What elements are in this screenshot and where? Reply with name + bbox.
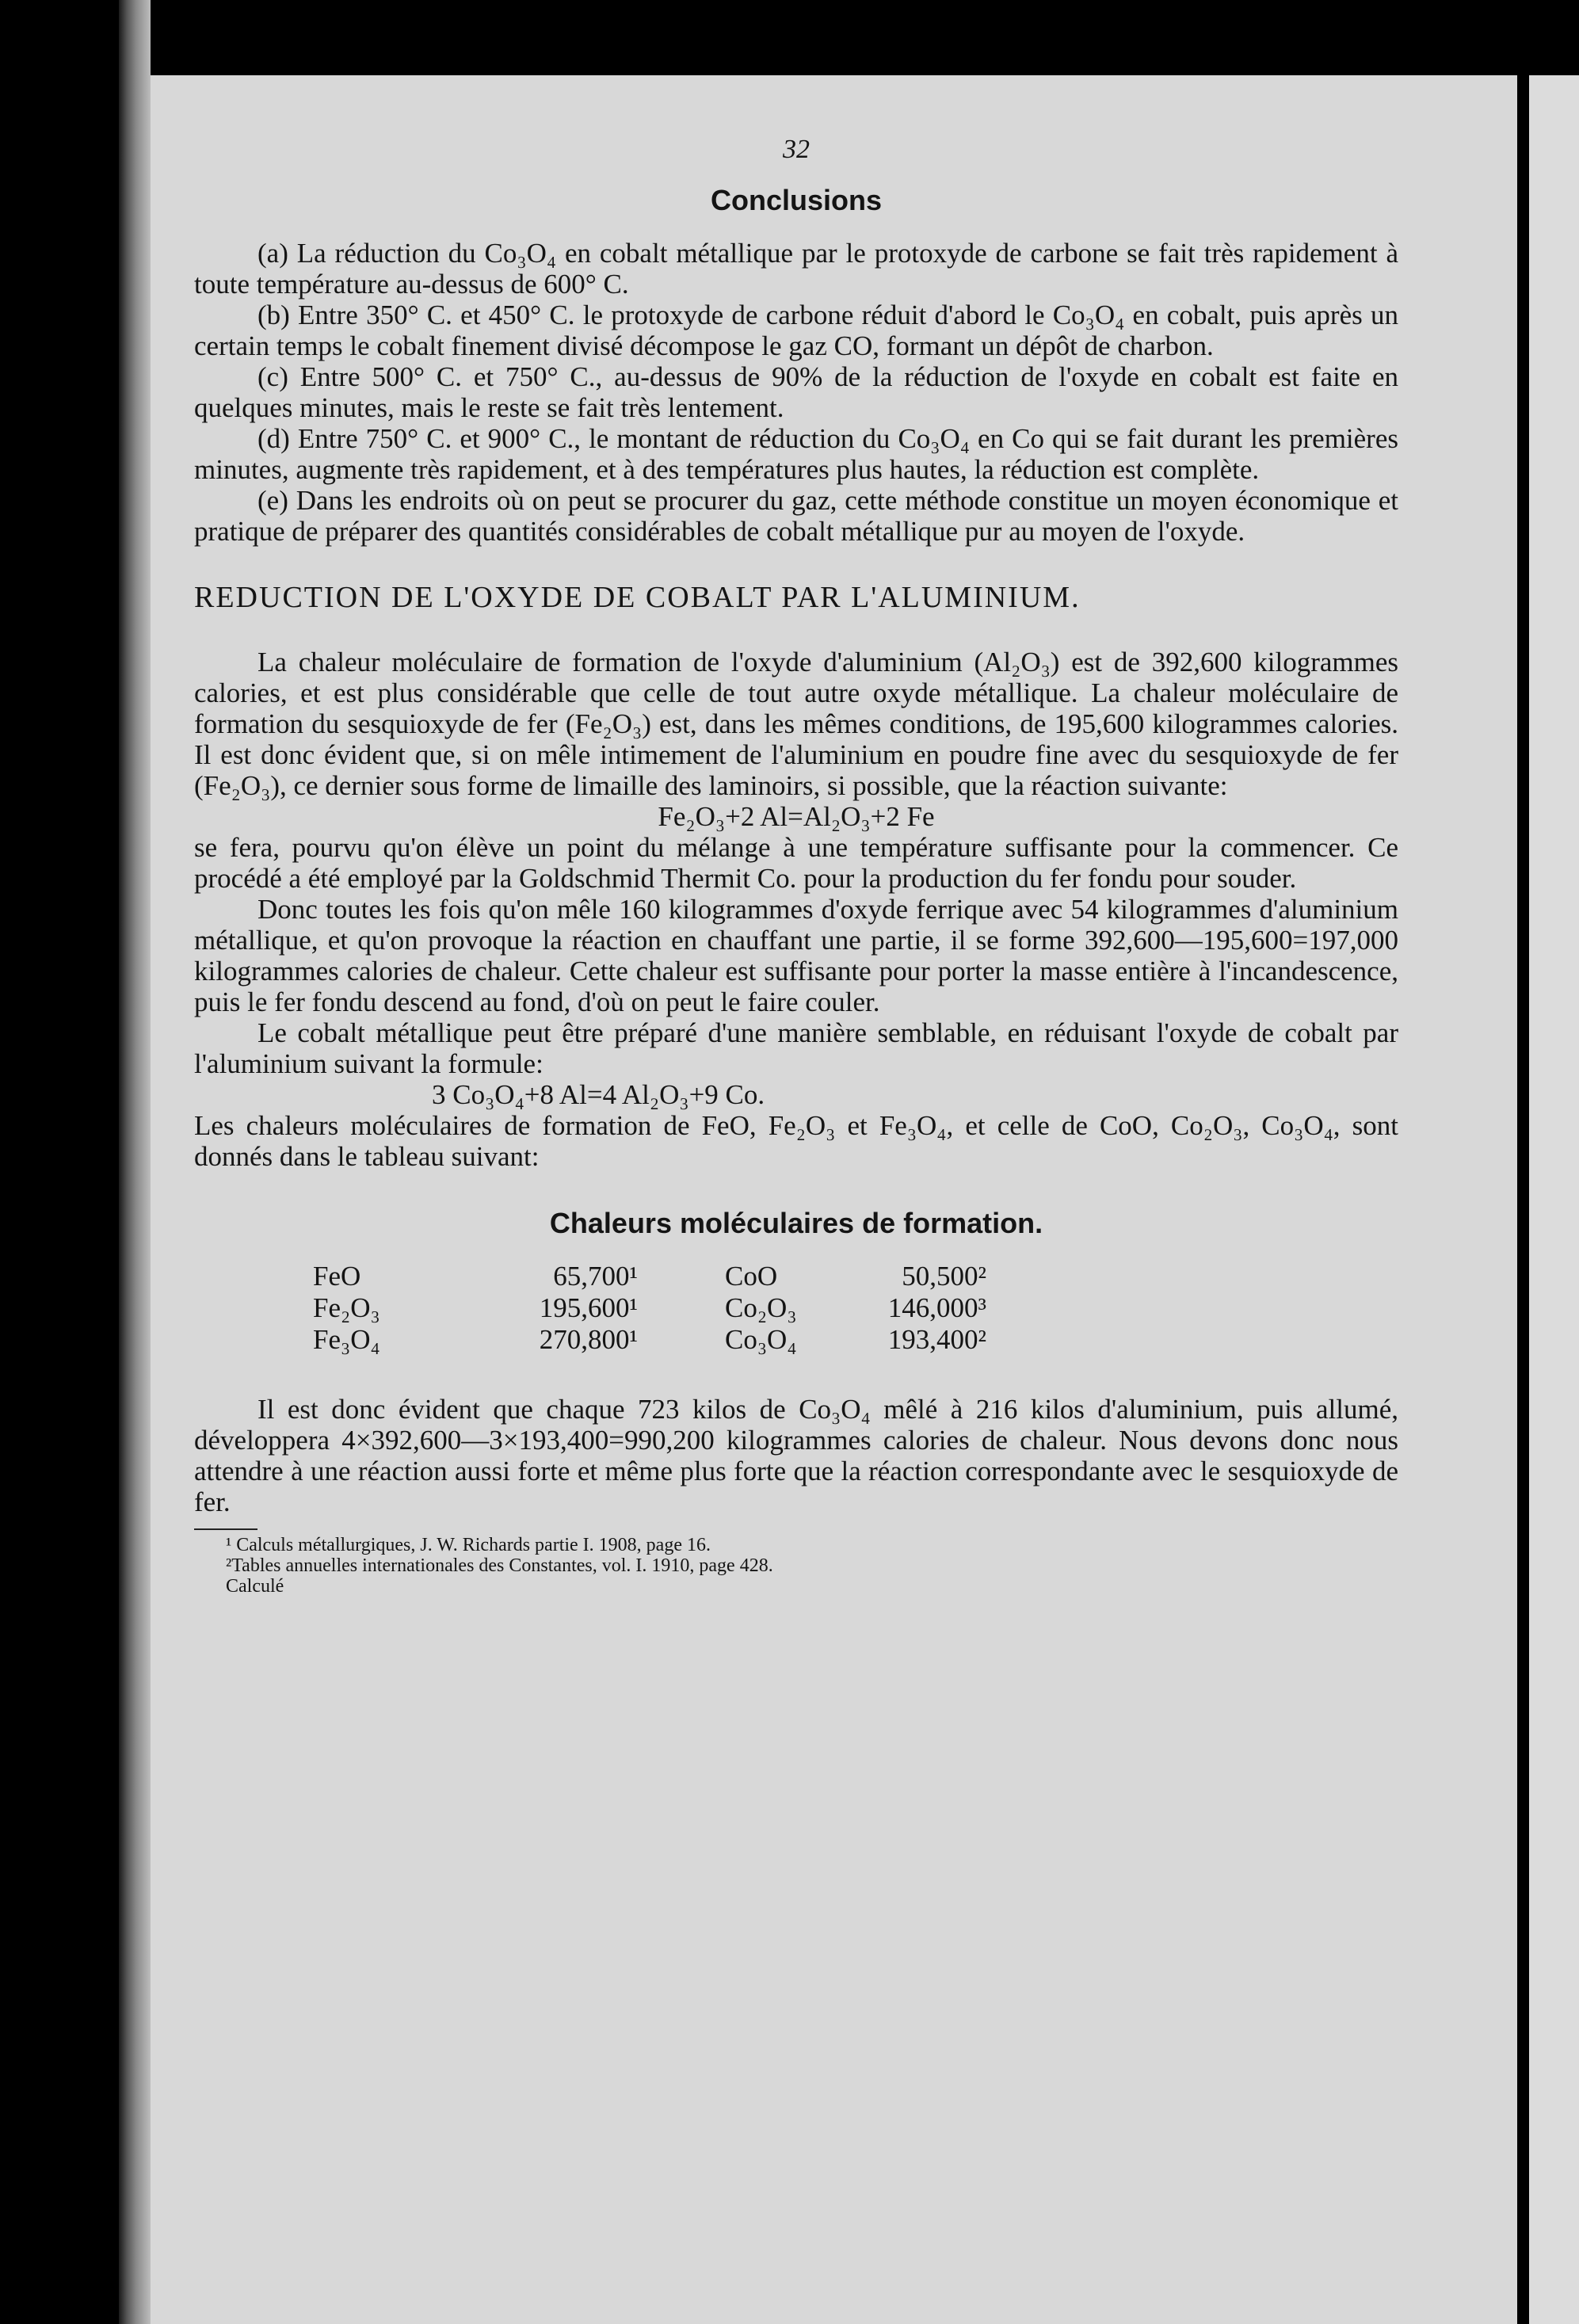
footnote-divider	[194, 1528, 257, 1530]
footnote-2: ²Tables annuelles internationales des Constantes, vol. I. 1910, page 428.	[226, 1555, 773, 1576]
conclusion-item-a: (a) La réduction du Co₃O₄ en cobalt métallique par le protoxyde de carbone se fait très rapidement à toute température au-dessus de 600° C.	[194, 238, 1398, 300]
conclusion-item-d: (d) Entre 750° C. et 900° C., le montant de réduction du Co₃O₄ en Co qui se fait durant les premières minutes, augmente très rapidement, et à des températures plus hautes, la réduction est complète.	[194, 423, 1398, 485]
table-row	[313, 1324, 986, 1356]
conclusion-item-c: (c) Entre 500° C. et 750° C., au-dessus de 90% de la réduction de l'oxyde en cobalt est faite en quelques minutes, mais le reste se fait très lentement.	[194, 361, 1398, 423]
section-paragraph-4: Le cobalt métallique peut être préparé d'une manière semblable, en réduisant l'oxyde de cobalt par l'aluminium suivant la formule:	[194, 1017, 1398, 1079]
table-title: Chaleurs moléculaires de formation.	[549, 1207, 1043, 1239]
book-binding-edge	[119, 0, 151, 2324]
table-cell-value: 50,500²	[902, 1261, 986, 1292]
section-paragraph-5: Les chaleurs moléculaires de formation de FeO, Fe₂O₃ et Fe₃O₄, et celle de CoO, Co₂O₃, Co₃O₄, sont donnés dans le tableau suivant:	[194, 1110, 1398, 1172]
table-cell-value: 195,600¹	[539, 1292, 638, 1323]
section-paragraph-3: Donc toutes les fois qu'on mêle 160 kilogrammes d'oxyde ferrique avec 54 kilogrammes d'aluminium métallique, et qu'on provoque la réaction en chauffant une partie, il se forme 392,600—195,600=197,000 kilogrammes calories de chaleur. Cette chaleur est suffisante pour porter la masse entière à l'incandescence, puis le fer fondu descend au fond, d'où on peut le faire couler.	[194, 894, 1398, 1017]
adjacent-page-edge	[1529, 75, 1579, 2324]
table-cell-formula: Co₃O₄	[725, 1324, 797, 1355]
table-row	[313, 1292, 986, 1324]
closing-paragraph: Il est donc évident que chaque 723 kilos de Co₃O₄ mêlé à 216 kilos d'aluminium, puis allumé, développera 4×392,600—3×193,400=990,200 kilogrammes calories de chaleur. Nous devons donc nous attendre à une réaction aussi forte et même plus forte que la réaction correspondante avec le sesquioxyde de fer.	[194, 1394, 1398, 1517]
conclusion-item-e: (e) Dans les endroits où on peut se procurer du gaz, cette méthode constitue un moyen économique et pratique de préparer des quantités considérables de cobalt métallique pur au moyen de l'oxyde.	[194, 485, 1398, 547]
table-row	[313, 1261, 986, 1292]
section-paragraph-1: La chaleur moléculaire de formation de l'oxyde d'aluminium (Al₂O₃) est de 392,600 kilogrammes calories, et est plus considérable que celle de tout autre oxyde métallique. La chaleur moléculaire de formation du sesquioxyde de fer (Fe₂O₃) est, dans les mêmes conditions, de 195,600 kilogrammes calories. Il est donc évident que, si on mêle intimement de l'aluminium en poudre fine avec du sesquioxyde de fer (Fe₂O₃), ce dernier sous forme de limaille des laminoirs, si possible, que la réaction suivante:	[194, 647, 1398, 801]
formula-cobalt-reduction: 3 Co₃O₄+8 Al=4 Al₂O₃+9 Co.	[432, 1079, 765, 1110]
section-paragraph-2: se fera, pourvu qu'on élève un point du mélange à une température suffisante pour la commencer. Ce procédé a été employé par la Goldschmid Thermit Co. pour la production du fer fondu pour souder.	[194, 832, 1398, 894]
conclusion-item-b: (b) Entre 350° C. et 450° C. le protoxyde de carbone réduit d'abord le Co₃O₄ en cobalt, puis après un certain temps le cobalt finement divisé décompose le gaz CO, formant un dépôt de charbon.	[194, 300, 1398, 361]
table-cell-value: 193,400²	[887, 1324, 986, 1355]
table-cell-formula: Fe₂O₃	[313, 1292, 380, 1323]
table-cell-value: 146,000³	[887, 1292, 986, 1323]
table-cell-formula: Fe₃O₄	[313, 1324, 380, 1355]
table-cell-formula: Co₂O₃	[725, 1292, 797, 1323]
conclusions-heading: Conclusions	[710, 184, 883, 216]
table-cell-formula: CoO	[725, 1261, 778, 1292]
footnote-3: Calculé	[226, 1576, 284, 1597]
table-cell-value: 270,800¹	[539, 1324, 638, 1355]
footnote-1: ¹ Calculs métallurgiques, J. W. Richards partie I. 1908, page 16.	[226, 1535, 711, 1555]
page-content	[194, 135, 1398, 1597]
conclusions-list	[194, 238, 1398, 547]
table-cell-formula: FeO	[313, 1261, 361, 1292]
table-cell-value: 65,700¹	[553, 1261, 638, 1292]
page-number: 32	[783, 135, 810, 164]
section-heading: REDUCTION DE L'OXYDE DE COBALT PAR L'ALUMINIUM.	[194, 581, 1081, 614]
section-body	[194, 647, 1398, 1172]
formula-iron-thermite: Fe₂O₃+2 Al=Al₂O₃+2 Fe	[658, 801, 935, 832]
closing-body	[194, 1394, 1398, 1517]
footnotes	[194, 1535, 1398, 1597]
heats-table	[313, 1261, 986, 1356]
